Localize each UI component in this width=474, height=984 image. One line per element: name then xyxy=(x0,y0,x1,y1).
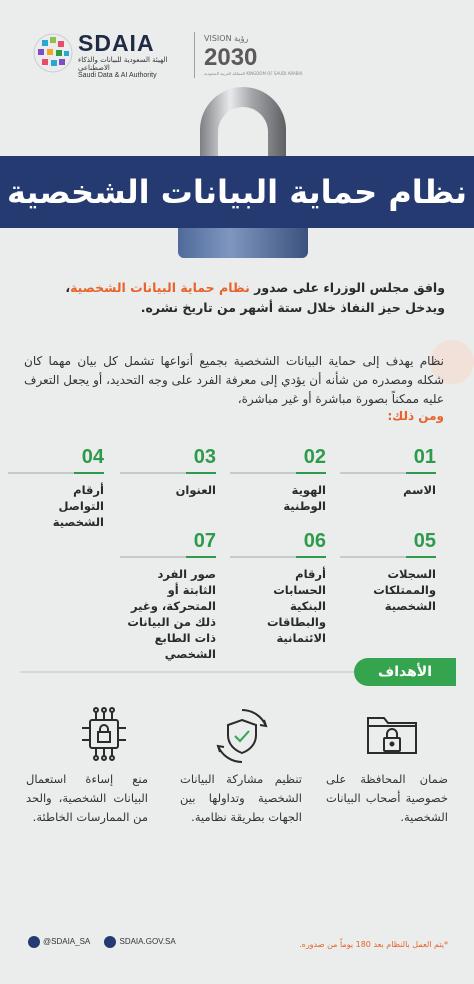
item-rule xyxy=(8,472,104,474)
website-url: SDAIA.GOV.SA xyxy=(119,937,176,947)
item-number: 03 xyxy=(193,446,216,468)
goals-heading: الأهداف xyxy=(377,664,433,680)
item-label: الهوية الوطنية xyxy=(283,483,326,513)
item-rule xyxy=(230,472,326,474)
item-number: 01 xyxy=(413,446,436,468)
vision-year: 2030 xyxy=(204,44,258,71)
item-rule xyxy=(340,556,436,558)
item-number: 04 xyxy=(81,446,104,468)
footer-social xyxy=(28,936,188,952)
item-rule xyxy=(120,472,216,474)
intro-paragraph xyxy=(30,278,445,318)
network-lock-icon xyxy=(74,704,134,764)
item-label: العنوان xyxy=(175,483,216,497)
goal-text: تنظيم مشاركة البيانات الشخصية وتداولها بين الجهات بطريقة نظامية. xyxy=(180,772,302,824)
item-number: 07 xyxy=(193,530,216,552)
list-item xyxy=(340,530,436,614)
item-label: أرقام التواصل الشخصية xyxy=(52,483,104,529)
item-label: أرقام الحسابات البنكية والبطاقات الائتمانية xyxy=(266,567,326,645)
item-label: صور الفرد الثابتة أو المتحركة، وغير ذلك من البيانات ذات الطابع الشخصي xyxy=(127,567,216,661)
item-number: 06 xyxy=(303,530,326,552)
item-rule xyxy=(230,556,326,558)
list-item xyxy=(340,446,436,498)
vision-label: VISION رؤية xyxy=(204,34,249,43)
item-number: 05 xyxy=(413,530,436,552)
goal-text: منع إساءة استعمال البيانات الشخصية، والحد من الممارسات الخاطئة. xyxy=(26,772,148,824)
goals-divider xyxy=(20,671,354,673)
intro-text-end: ، ويدخل حيز النفاذ خلال ستة أشهر من تاريخ نشره. xyxy=(65,280,445,315)
vision-subtitle: المملكة العربية السعودية KINGDOM OF SAUDI ARABIA xyxy=(204,71,303,76)
item-rule xyxy=(120,556,216,558)
item-label: الاسم xyxy=(403,483,436,497)
brand-name-english: Saudi Data & AI Authority xyxy=(78,72,157,79)
folder-lock-icon xyxy=(362,702,422,762)
goal-text: ضمان المحافظة على خصوصية أصحاب البيانات الشخصية. xyxy=(326,772,448,824)
item-rule xyxy=(340,472,436,474)
shield-check-icon xyxy=(212,706,272,766)
brand-name: SDAIA xyxy=(78,30,155,56)
brand-name-arabic: الهيئة السعودية للبيانات والذكاء الاصطناعي xyxy=(78,56,168,72)
sdaia-logo xyxy=(32,32,74,74)
page-title: نظام حماية البيانات الشخصية xyxy=(7,173,467,211)
globe-icon xyxy=(104,936,116,948)
list-item xyxy=(8,446,104,530)
twitter-link[interactable] xyxy=(28,936,90,948)
twitter-icon xyxy=(28,936,40,948)
twitter-handle: @SDAIA_SA xyxy=(43,937,91,947)
description-tail: ومن ذلك: xyxy=(387,409,444,423)
goals-heading-badge xyxy=(354,658,456,686)
list-item xyxy=(120,446,216,498)
list-item xyxy=(230,446,326,514)
intro-text-start: وافق مجلس الوزراء على صدور xyxy=(249,280,445,295)
item-label: السجلات والممتلكات الشخصية xyxy=(373,567,436,613)
website-link[interactable] xyxy=(104,936,175,948)
list-item xyxy=(230,530,326,646)
item-number: 02 xyxy=(303,446,326,468)
intro-highlight: نظام حماية البيانات الشخصية xyxy=(70,280,250,295)
list-item xyxy=(120,530,216,662)
footer-note: *يتم العمل بالنظام بعد 180 يوماً من صدوره. xyxy=(299,940,448,949)
description-paragraph: نظام يهدف إلى حماية البيانات الشخصية بجميع أنواعها تشمل كل بيان مهما كان شكله ومصدره من شأنه أن يؤدي إلى معرفة الفرد على وجه التحديد، أو يجعل التعرف عليه ممكناً بصورة مباشرة أو غير مباشرة، xyxy=(24,354,444,406)
